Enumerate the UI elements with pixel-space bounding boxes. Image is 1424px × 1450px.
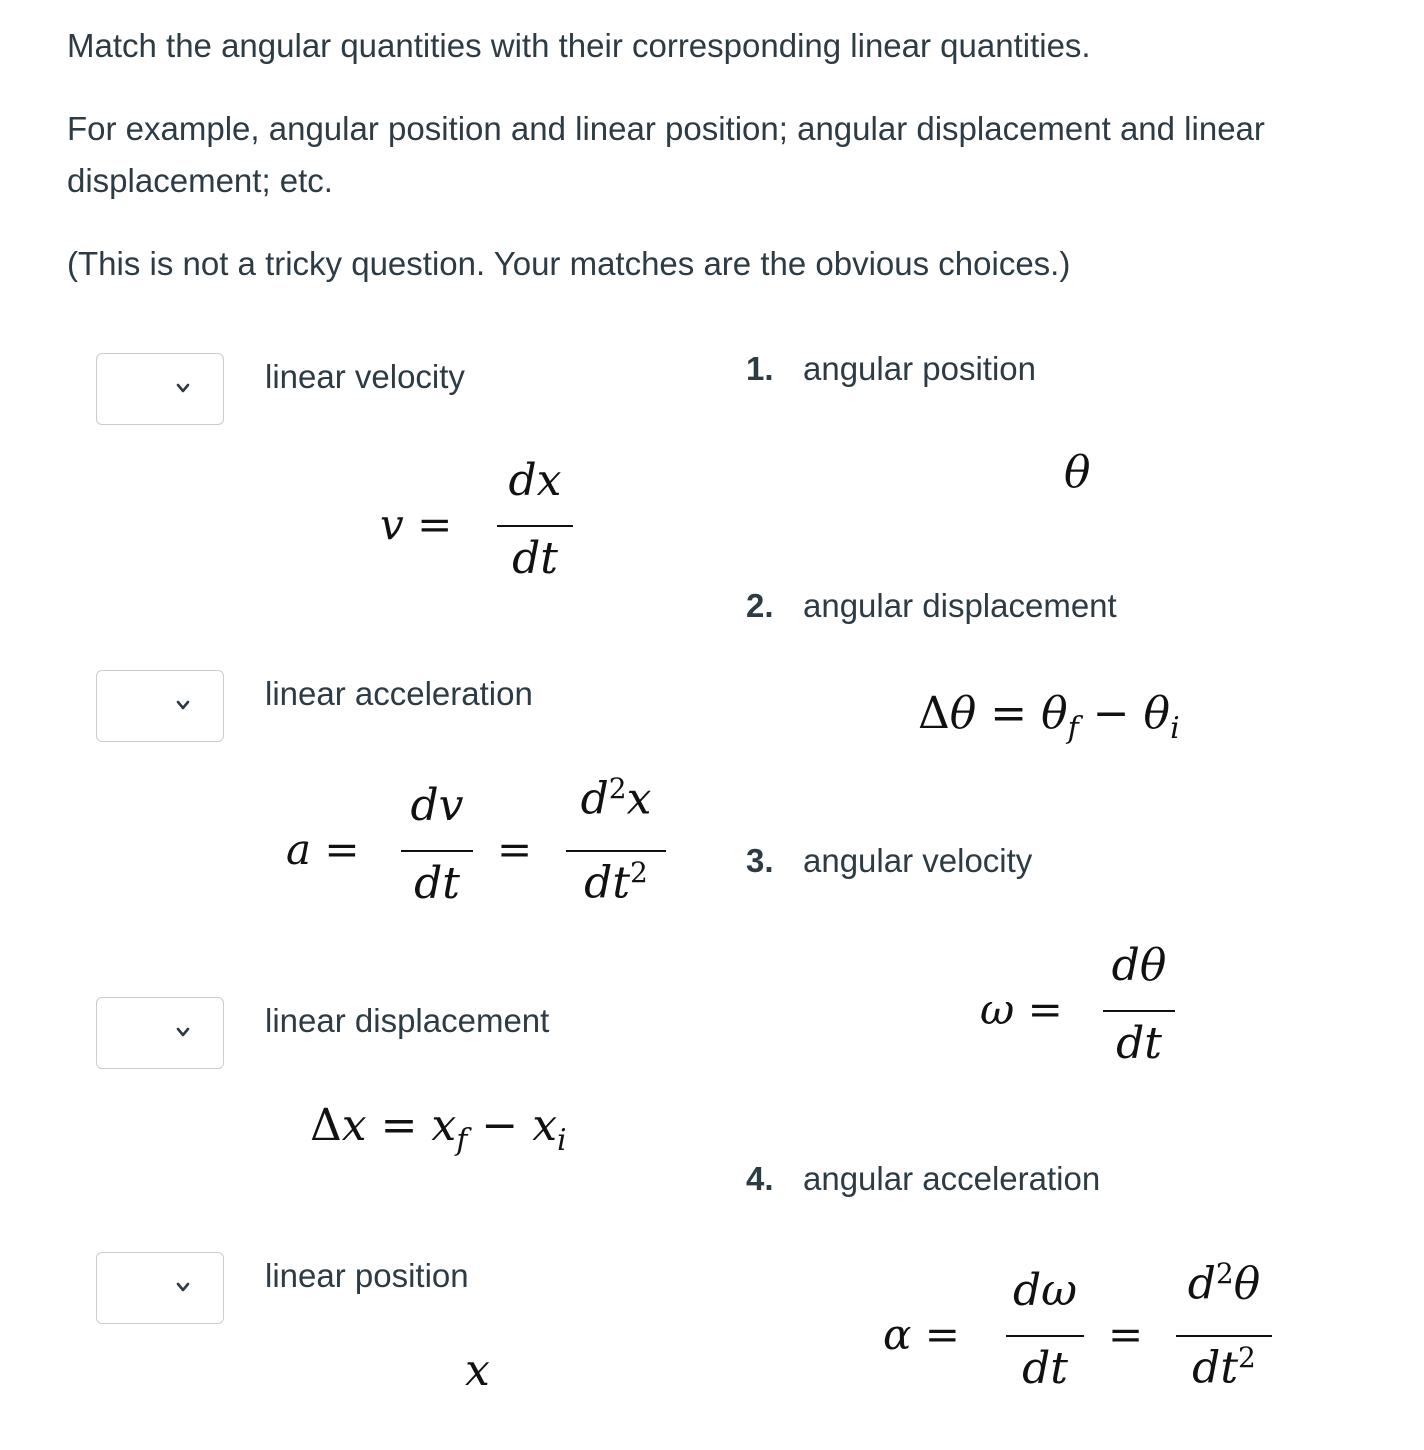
chevron-down-icon <box>175 1024 191 1040</box>
formula-alpha-num2-d: d <box>1187 1258 1216 1310</box>
formula-a-num2-x: x <box>626 773 652 825</box>
formula-theta: θ <box>1064 447 1091 498</box>
formula-delta-theta-f: f <box>1067 710 1079 746</box>
formula-a-fraction-1 <box>401 780 473 920</box>
answer-item-1-number: 1. <box>746 350 774 387</box>
answer-item-1-label: angular position <box>803 350 1036 387</box>
instruction-line-3: (This is not a tricky question. Your matches are the obvious choices.) <box>67 245 1071 282</box>
formula-v-lhs: v = <box>380 500 453 549</box>
formula-alpha-denominator-2 <box>1176 1341 1272 1394</box>
formula-omega-numerator: dθ <box>1111 940 1167 991</box>
formula-alpha-fraction-1 <box>1006 1265 1084 1405</box>
chevron-down-icon <box>175 1279 191 1295</box>
formula-delta-theta-i: i <box>1170 710 1180 746</box>
formula-position-x: x <box>465 1345 490 1396</box>
formula-v-denominator: dt <box>512 533 558 584</box>
formula-delta-x-f: f <box>456 1122 468 1158</box>
formula-delta-x-minus: − x <box>467 1100 558 1151</box>
fraction-bar <box>497 525 573 527</box>
answer-item-4-label: angular acceleration <box>803 1160 1101 1197</box>
formula-omega-fraction <box>1103 940 1175 1080</box>
answer-item-3-label: angular velocity <box>803 842 1033 879</box>
formula-delta-x-delta: Δ <box>310 1100 342 1151</box>
answer-item-2 <box>746 587 1117 625</box>
match-select-linear-position[interactable] <box>96 1252 224 1324</box>
formula-v-fraction <box>497 455 573 595</box>
formula-alpha-num2-theta: θ <box>1233 1258 1261 1310</box>
chevron-down-icon <box>175 697 191 713</box>
formula-a-denominator-2 <box>566 856 666 909</box>
formula-delta-theta-delta: Δ <box>918 688 950 739</box>
chevron-down-icon <box>175 380 191 396</box>
match-select-linear-velocity[interactable] <box>96 353 224 425</box>
formula-alpha-lhs: α = <box>883 1310 960 1359</box>
fraction-bar <box>566 850 666 852</box>
answer-item-3-number: 3. <box>746 842 774 879</box>
formula-alpha-numerator-1: dω <box>1012 1265 1078 1316</box>
formula-alpha-equals: = <box>1108 1310 1144 1359</box>
answer-item-2-number: 2. <box>746 587 774 624</box>
label-linear-velocity: linear velocity <box>265 358 465 395</box>
formula-a-den2-dt: dt <box>584 857 631 909</box>
formula-a-equals: = <box>497 825 533 874</box>
answer-item-3 <box>746 842 1032 880</box>
formula-a-num2-sup: 2 <box>608 772 627 805</box>
formula-alpha-den2-sup: 2 <box>1238 1341 1256 1374</box>
formula-a-denominator-1: dt <box>414 858 460 909</box>
instruction-line-2a: For example, angular position and linear position; angular displacement and linear <box>67 110 1265 147</box>
label-linear-acceleration: linear acceleration <box>265 675 533 712</box>
instruction-line-2b: displacement; etc. <box>67 162 333 199</box>
formula-delta-x-i: i <box>557 1122 567 1158</box>
formula-alpha-fraction-2 <box>1176 1257 1272 1407</box>
formula-v-numerator: dx <box>508 455 562 506</box>
formula-a-fraction-2 <box>566 772 666 922</box>
match-select-linear-displacement[interactable] <box>96 997 224 1069</box>
answer-item-4-number: 4. <box>746 1160 774 1197</box>
answer-item-4 <box>746 1160 1100 1198</box>
label-linear-displacement: linear displacement <box>265 1002 550 1039</box>
formula-a-num2-d: d <box>580 773 609 825</box>
formula-omega-lhs: ω = <box>980 985 1063 1034</box>
formula-omega-denominator: dt <box>1116 1018 1162 1069</box>
match-select-linear-acceleration[interactable] <box>96 670 224 742</box>
formula-delta-x-rest: x = x <box>341 1100 457 1151</box>
fraction-bar <box>1103 1010 1175 1012</box>
formula-a-den2-sup: 2 <box>630 856 648 889</box>
formula-alpha-den2-dt: dt <box>1192 1342 1239 1394</box>
instruction-line-1: Match the angular quantities with their corresponding linear quantities. <box>67 27 1091 64</box>
formula-delta-theta-rest: θ = θ <box>949 688 1068 739</box>
formula-alpha-denominator-1: dt <box>1022 1343 1068 1394</box>
formula-a-lhs: a = <box>286 825 360 874</box>
formula-alpha-num2-sup: 2 <box>1215 1257 1234 1290</box>
answer-item-2-label: angular displacement <box>803 587 1117 624</box>
fraction-bar <box>401 850 473 852</box>
formula-delta-x <box>310 1100 567 1158</box>
formula-delta-theta-minus: − θ <box>1078 688 1171 739</box>
formula-a-numerator-1: dv <box>410 780 464 831</box>
formula-delta-theta <box>918 688 1180 746</box>
formula-a-numerator-2 <box>566 772 666 825</box>
fraction-bar <box>1176 1335 1272 1337</box>
answer-item-1 <box>746 350 1036 388</box>
label-linear-position: linear position <box>265 1257 469 1294</box>
fraction-bar <box>1006 1335 1084 1337</box>
formula-alpha-numerator-2 <box>1176 1257 1272 1310</box>
